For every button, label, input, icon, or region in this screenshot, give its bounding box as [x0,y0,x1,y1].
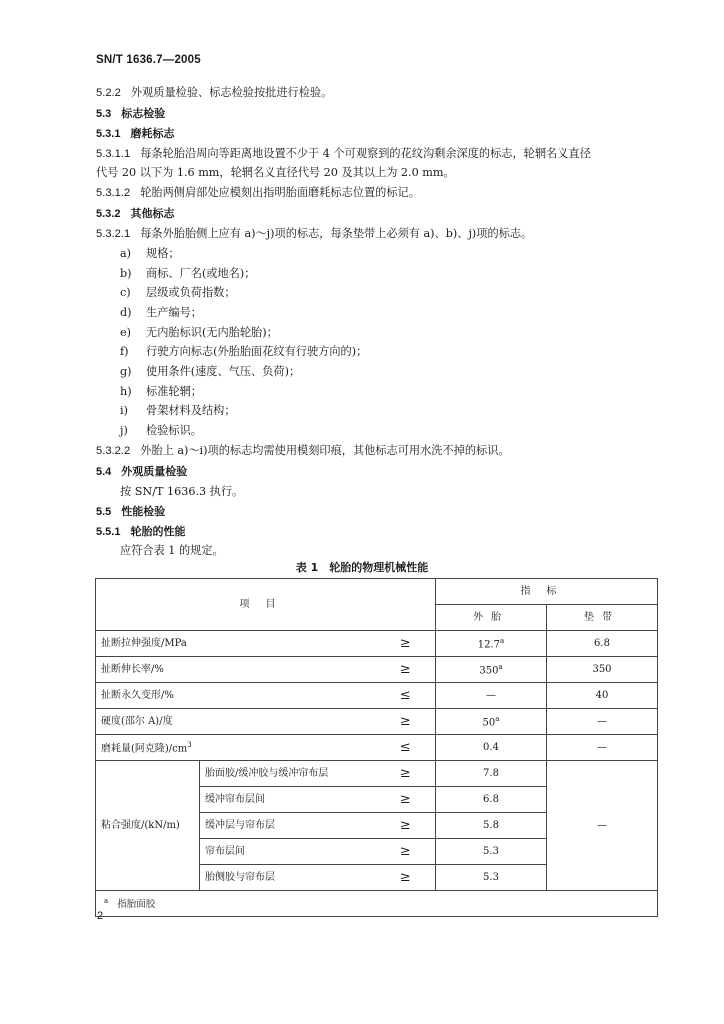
list-item-j: j) 检验标识。 [120,424,202,437]
list-item-b: b) 商标、厂名(或地名)； [120,267,256,280]
row-label: 扯断永久变形/% [96,683,376,709]
row-flap-value: — [547,735,658,761]
row-outer-value: 0.4 [436,735,547,761]
header-flap: 垫带 [547,605,658,631]
row-outer-value: 5.8 [436,813,547,839]
clause-5-3-1-2: 5.3.1.2 轮胎两侧肩部处应模刻出指明胎面磨耗标志位置的标记。 [96,186,420,199]
adhesion-sub-label: 缓冲层与帘布层 [200,813,376,839]
clause-5-3-1-1-line-1: 5.3.1.1 每条轮胎沿周向等距离地设置不少于 4 个可观察到的花纹沟剩余深度的标志，轮辋名义直径 [96,147,591,160]
row-flap-value: 40 [547,683,658,709]
row-operator: ≥ [376,709,436,735]
table-row [96,709,658,735]
heading-5-5-1: 5.5.1 轮胎的性能 [96,525,186,538]
adhesion-flap-value: — [547,761,658,891]
row-outer-value: — [436,683,547,709]
table-row [96,657,658,683]
row-operator: ≥ [376,761,436,787]
clause-5-3-2-1: 5.3.2.1 每条外胎胎侧上应有 a)～j)项的标志，每条垫带上必须有 a)、b)、j)项的标志。 [96,227,533,240]
list-item-g: g) 使用条件(速度、气压、负荷)； [120,365,301,378]
clause-5-3-1-1-line-2: 代号 20 以下为 1.6 mm，轮辋名义直径代号 20 及其以上为 2.0 mm。 [96,166,455,179]
list-item-h: h) 标准轮辋； [120,385,202,398]
standard-header: SN/T 1636.7—2005 [96,54,201,66]
row-outer-value: 5.3 [436,839,547,865]
row-operator: ≥ [376,813,436,839]
heading-5-3-2: 5.3.2 其他标志 [96,207,175,220]
header-outer-tire: 外胎 [436,605,547,631]
row-outer-value: 7.8 [436,761,547,787]
row-operator: ≥ [376,631,436,657]
adhesion-sub-label: 胎面胶/缓冲胶与缓冲帘布层 [200,761,376,787]
table-title: 表 1 轮胎的物理机械性能 [295,561,429,574]
table-footnote-row [96,891,658,917]
list-item-d: d) 生产编号； [120,306,202,319]
list-item-e: e) 无内胎标识(无内胎轮胎)； [120,326,278,339]
row-outer-value: 12.7$^a$ [436,631,547,657]
row-outer-value: 5.3 [436,865,547,891]
row-operator: ≥ [376,865,436,891]
row-flap-value: — [547,709,658,735]
adhesion-sub-label: 胎侧胶与帘布层 [200,865,376,891]
adhesion-sub-label: 帘布层间 [200,839,376,865]
header-item: 项目 [96,579,436,631]
clause-5-4-text: 按 SN/T 1636.3 执行。 [120,485,244,498]
row-outer-value: 50$^a$ [436,709,547,735]
row-operator: ≥ [376,657,436,683]
row-label: 硬度(邵尔 A)/度 [96,709,376,735]
heading-5-4: 5.4 外观质量检验 [96,465,188,478]
page-number: 2 [97,910,104,922]
row-operator: ≤ [376,683,436,709]
table-row [96,761,658,787]
adhesion-group-label: 粘合强度/(kN/m) [96,761,200,891]
row-operator: ≥ [376,787,436,813]
table-row [96,683,658,709]
table-footnote: $^a$ 指胎面胶 [96,891,658,917]
row-label: 磨耗量(阿克隆)$/cm^3$ [96,735,376,761]
list-item-a: a) 规格； [120,247,180,260]
row-label: 扯断拉伸强度/MPa [96,631,376,657]
physical-properties-table [95,578,658,917]
table-header-row-1 [96,579,658,605]
row-outer-value: 350$^a$ [436,657,547,683]
adhesion-sub-label: 缓冲帘布层间 [200,787,376,813]
list-item-f: f) 行驶方向标志(外胎胎面花纹有行驶方向的)； [120,345,368,358]
list-item-c: c) 层级或负荷指数； [120,286,236,299]
row-operator: ≥ [376,839,436,865]
table-row [96,735,658,761]
row-outer-value: 6.8 [436,787,547,813]
table-row [96,631,658,657]
heading-5-3: 5.3 标志检验 [96,107,166,120]
row-label: 扯断伸长率/% [96,657,376,683]
clause-5-2-2: 5.2.2 外观质量检验、标志检验按批进行检验。 [96,86,333,99]
clause-5-5-1-text: 应符合表 1 的规定。 [120,544,224,557]
heading-5-3-1: 5.3.1 磨耗标志 [96,127,175,140]
row-flap-value: 6.8 [547,631,658,657]
header-index: 指标 [436,579,658,605]
clause-5-3-2-2: 5.3.2.2 外胎上 a)～i)项的标志均需使用模刻印痕，其他标志可用水洗不掉的标识。 [96,444,510,457]
row-flap-value: 350 [547,657,658,683]
list-item-i: i) 骨架材料及结构； [120,404,236,417]
row-operator: ≤ [376,735,436,761]
heading-5-5: 5.5 性能检验 [96,505,166,518]
